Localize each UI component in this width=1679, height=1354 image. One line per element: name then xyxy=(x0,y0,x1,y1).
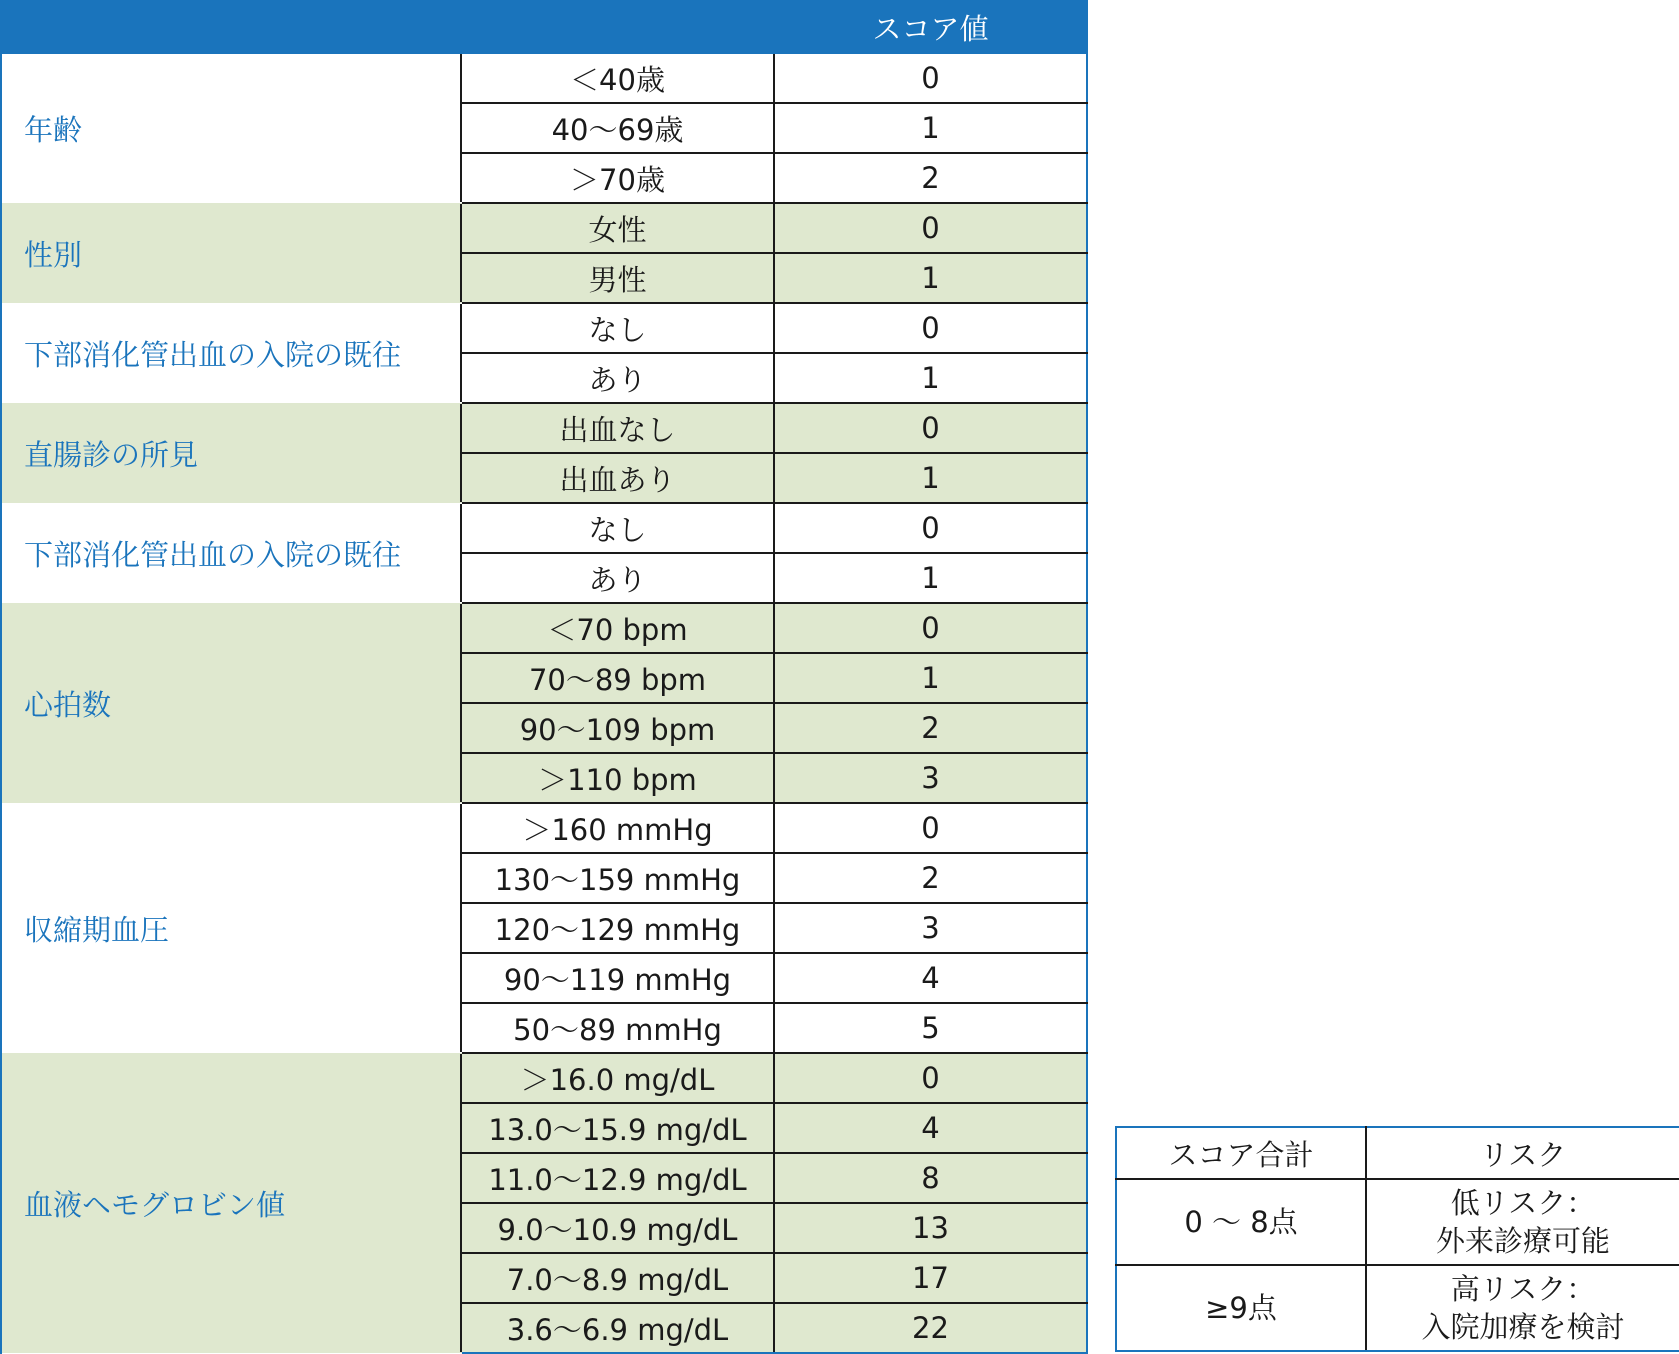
range-cell: 120～129 mmHg xyxy=(461,903,774,953)
score-row xyxy=(1,603,1087,653)
risk-action-label: 外来診療可能 xyxy=(1435,1224,1610,1258)
range-cell: ＜40歳 xyxy=(461,53,774,103)
category-cell: 血液ヘモグロビン値 xyxy=(1,1053,461,1353)
score-cell: 0 xyxy=(774,403,1087,453)
total-score-cell: ≥9点 xyxy=(1116,1265,1366,1351)
range-cell: ＜70 bpm xyxy=(461,603,774,653)
category-cell: 心拍数 xyxy=(1,603,461,803)
range-cell: 90～119 mmHg xyxy=(461,953,774,1003)
score-cell: 3 xyxy=(774,903,1087,953)
range-cell: あり xyxy=(461,353,774,403)
score-row xyxy=(1,1053,1087,1103)
score-cell: 4 xyxy=(774,953,1087,1003)
score-cell: 5 xyxy=(774,1003,1087,1053)
total-score-header: スコア合計 xyxy=(1116,1127,1366,1179)
range-cell: 70～89 bpm xyxy=(461,653,774,703)
range-cell: 130～159 mmHg xyxy=(461,853,774,903)
range-cell: あり xyxy=(461,553,774,603)
score-row xyxy=(1,203,1087,253)
range-cell: 女性 xyxy=(461,203,774,253)
score-row xyxy=(1,403,1087,453)
score-cell: 1 xyxy=(774,653,1087,703)
risk-table xyxy=(1115,1126,1679,1352)
risk-action-label: 入院加療を検討 xyxy=(1421,1310,1625,1344)
category-cell: 直腸診の所見 xyxy=(1,403,461,503)
score-cell: 1 xyxy=(774,103,1087,153)
range-cell: 7.0～8.9 mg/dL xyxy=(461,1253,774,1303)
risk-row-high xyxy=(1116,1265,1679,1351)
risk-row-low xyxy=(1116,1179,1679,1265)
score-cell: 0 xyxy=(774,803,1087,853)
score-cell: 0 xyxy=(774,503,1087,553)
range-cell: ＞70歳 xyxy=(461,153,774,203)
category-cell: 下部消化管出血の入院の既往 xyxy=(1,503,461,603)
risk-level-label: 低リスク： xyxy=(1450,1186,1596,1220)
score-row xyxy=(1,53,1087,103)
risk-header: リスク xyxy=(1366,1127,1679,1179)
category-cell: 年齢 xyxy=(1,53,461,203)
range-cell: 9.0～10.9 mg/dL xyxy=(461,1203,774,1253)
score-cell: 17 xyxy=(774,1253,1087,1303)
range-cell: ＞16.0 mg/dL xyxy=(461,1053,774,1103)
total-score-cell: 0 ～ 8点 xyxy=(1116,1179,1366,1265)
risk-cell xyxy=(1366,1265,1679,1351)
score-cell: 13 xyxy=(774,1203,1087,1253)
header-blank-cell xyxy=(1,1,774,53)
score-cell: 0 xyxy=(774,303,1087,353)
range-cell: ＞110 bpm xyxy=(461,753,774,803)
score-table-header xyxy=(1,1,1087,53)
score-cell: 4 xyxy=(774,1103,1087,1153)
score-cell: 2 xyxy=(774,153,1087,203)
score-cell: 0 xyxy=(774,53,1087,103)
range-cell: 13.0～15.9 mg/dL xyxy=(461,1103,774,1153)
score-cell: 1 xyxy=(774,353,1087,403)
risk-cell xyxy=(1366,1179,1679,1265)
range-cell: ＞160 mmHg xyxy=(461,803,774,853)
score-cell: 22 xyxy=(774,1303,1087,1353)
risk-level-label: 高リスク： xyxy=(1450,1272,1596,1306)
category-cell: 下部消化管出血の入院の既往 xyxy=(1,303,461,403)
score-cell: 1 xyxy=(774,553,1087,603)
score-table-body xyxy=(1,53,1087,1353)
range-cell: 11.0～12.9 mg/dL xyxy=(461,1153,774,1203)
range-cell: 3.6～6.9 mg/dL xyxy=(461,1303,774,1353)
risk-table-header xyxy=(1116,1127,1679,1179)
score-cell: 0 xyxy=(774,203,1087,253)
score-cell: 8 xyxy=(774,1153,1087,1203)
range-cell: 出血なし xyxy=(461,403,774,453)
score-cell: 1 xyxy=(774,453,1087,503)
range-cell: 50～89 mmHg xyxy=(461,1003,774,1053)
score-cell: 2 xyxy=(774,853,1087,903)
score-cell: 0 xyxy=(774,603,1087,653)
category-cell: 収縮期血圧 xyxy=(1,803,461,1053)
category-cell: 性別 xyxy=(1,203,461,303)
score-row xyxy=(1,803,1087,853)
range-cell: なし xyxy=(461,303,774,353)
score-row xyxy=(1,303,1087,353)
range-cell: 90～109 bpm xyxy=(461,703,774,753)
score-cell: 3 xyxy=(774,753,1087,803)
score-cell: 0 xyxy=(774,1053,1087,1103)
score-column-header: スコア値 xyxy=(774,1,1087,53)
range-cell: 出血あり xyxy=(461,453,774,503)
score-cell: 2 xyxy=(774,703,1087,753)
score-row xyxy=(1,503,1087,553)
score-cell: 1 xyxy=(774,253,1087,303)
range-cell: 40～69歳 xyxy=(461,103,774,153)
range-cell: なし xyxy=(461,503,774,553)
range-cell: 男性 xyxy=(461,253,774,303)
